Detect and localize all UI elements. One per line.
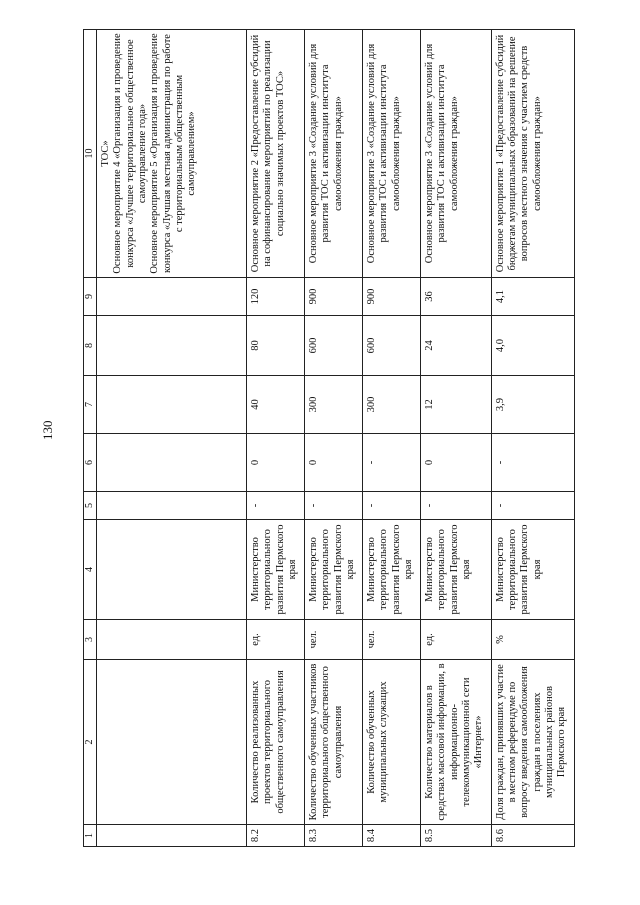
ministry: Министерство территориального развития Пермского края <box>246 520 304 620</box>
col-number: 6 <box>84 434 97 492</box>
value-col5: - <box>491 492 574 520</box>
value-col7: 300 <box>362 376 420 434</box>
value-col8: 4,0 <box>491 316 574 376</box>
row-number: 8.4 <box>362 825 420 847</box>
value-col7: 300 <box>304 376 362 434</box>
table-row <box>420 30 491 847</box>
unit: ед. <box>246 620 304 660</box>
value-col9: 900 <box>304 278 362 316</box>
column-number-row <box>84 30 97 847</box>
row-number: 8.5 <box>420 825 491 847</box>
indicators-table <box>83 29 575 847</box>
ministry: Министерство территориального развития Пермского края <box>304 520 362 620</box>
value-col8: 600 <box>362 316 420 376</box>
event-cell: Основное мероприятие 1 «Предоставление субсидий бюджетам муниципальных образований на решение вопросов местного значения с участием средств самообложения граждан» <box>491 30 574 278</box>
col-number: 7 <box>84 376 97 434</box>
value-col6: 0 <box>246 434 304 492</box>
col-number: 3 <box>84 620 97 660</box>
event-cell: Основное мероприятие 2 «Предоставление субсидий на софинансирование мероприятий по реализации социально значимых проектов ТОС» <box>246 30 304 278</box>
value-col9: 36 <box>420 278 491 316</box>
value-col7: 12 <box>420 376 491 434</box>
indicator-name: Количество реализованных проектов территориального общественного самоуправления <box>246 660 304 825</box>
value-col5: - <box>304 492 362 520</box>
col-number: 8 <box>84 316 97 376</box>
table-row <box>304 30 362 847</box>
table-row <box>362 30 420 847</box>
unit: чел. <box>304 620 362 660</box>
unit: % <box>491 620 574 660</box>
indicator-name: Количество обученных муниципальных служащих <box>362 660 420 825</box>
value-col9: 4,1 <box>491 278 574 316</box>
row-number: 8.2 <box>246 825 304 847</box>
table-row <box>491 30 574 847</box>
value-col5: - <box>246 492 304 520</box>
col-number: 1 <box>84 825 97 847</box>
value-col8: 600 <box>304 316 362 376</box>
value-col7: 40 <box>246 376 304 434</box>
event-cell: Основное мероприятие 3 «Создание условий для развития ТОС и активизации института самообложения граждан» <box>420 30 491 278</box>
value-col9: 900 <box>362 278 420 316</box>
value-col5: - <box>420 492 491 520</box>
event-cell: ТОС» Основное мероприятие 4 «Организация и проведение конкурса «Лучшее территориальное общественное самоуправление года» Основное мероприятие 5 «Организация и проведение конкурса «Лучшая местная администрация по работе с территориальным общественным самоуправлением» <box>96 30 246 278</box>
indicator-name: Количество обученных участников территориального общественного самоуправления <box>304 660 362 825</box>
row-number: 8.6 <box>491 825 574 847</box>
indicator-name: Доля граждан, принявших участие в местном референдуме по вопросу введения самообложения граждан в поселениях муниципальных районов Пермского края <box>491 660 574 825</box>
unit: чел. <box>362 620 420 660</box>
value-col7: 3,9 <box>491 376 574 434</box>
event-cell: Основное мероприятие 3 «Создание условий для развития ТОС и активизации института самообложения граждан» <box>362 30 420 278</box>
col-number: 2 <box>84 660 97 825</box>
row-number: 8.3 <box>304 825 362 847</box>
continuation-row <box>96 30 246 847</box>
page-number: 130 <box>40 420 55 440</box>
col-number: 10 <box>84 30 97 278</box>
rotated-page <box>83 30 575 847</box>
table-row <box>246 30 304 847</box>
value-col6: 0 <box>304 434 362 492</box>
ministry: Министерство территориального развития Пермского края <box>491 520 574 620</box>
value-col6: - <box>491 434 574 492</box>
unit: ед. <box>420 620 491 660</box>
value-col8: 24 <box>420 316 491 376</box>
value-col6: - <box>362 434 420 492</box>
value-col6: 0 <box>420 434 491 492</box>
event-cell: Основное мероприятие 3 «Создание условий для развития ТОС и активизации института самообложения граждан» <box>304 30 362 278</box>
col-number: 4 <box>84 520 97 620</box>
ministry: Министерство территориального развития Пермского края <box>362 520 420 620</box>
value-col5: - <box>362 492 420 520</box>
col-number: 9 <box>84 278 97 316</box>
value-col8: 80 <box>246 316 304 376</box>
col-number: 5 <box>84 492 97 520</box>
ministry: Министерство территориального развития Пермского края <box>420 520 491 620</box>
indicator-name: Количество материалов в средствах массовой информации, в информационно-телекоммуникационной сети «Интернет» <box>420 660 491 825</box>
value-col9: 120 <box>246 278 304 316</box>
